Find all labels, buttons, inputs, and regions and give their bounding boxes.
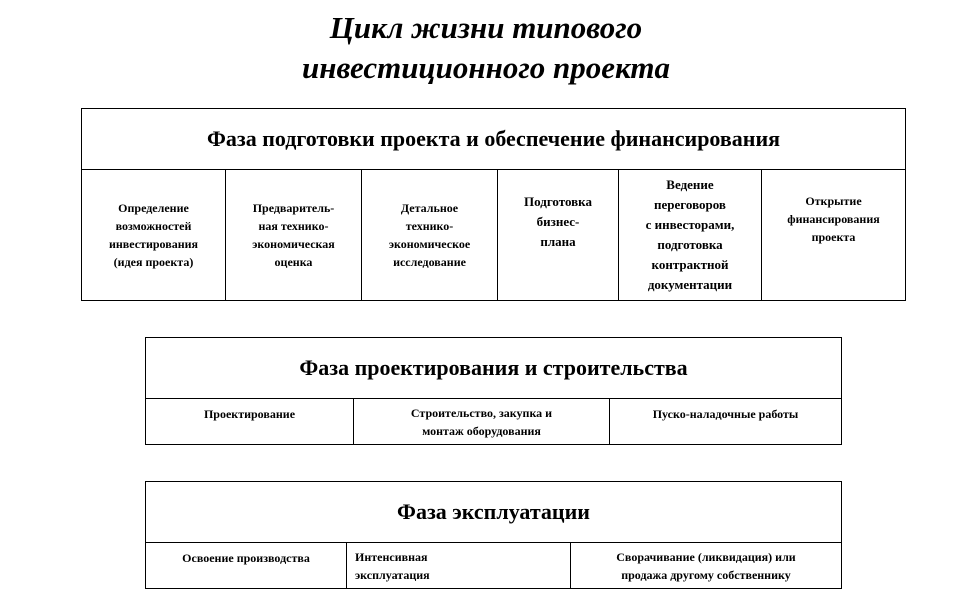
step-opportunity-identification: Определение возможностей инвестирования (идея проекта) xyxy=(82,170,226,300)
step-financing-opening: Открытие финансирования проекта xyxy=(787,194,880,244)
title-line-1: Цикл жизни типового xyxy=(329,10,643,45)
step-construction-procurement: Строительство, закупка и монтаж оборудования xyxy=(354,399,610,444)
step-commissioning: Пуско-наладочные работы xyxy=(652,407,799,421)
phase-operation xyxy=(145,481,842,589)
phase-steps-row xyxy=(146,543,841,588)
phase-heading: Фаза проектирования и строительства xyxy=(146,338,841,399)
step-detailed-study: Детальное технико- экономическое исследование xyxy=(362,170,498,300)
step-investor-negotiations: Ведение переговоров с инвесторами, подготовка контрактной документации xyxy=(619,170,762,300)
phase-steps-row xyxy=(82,170,905,300)
phase-design-construction xyxy=(145,337,842,445)
step-liquidation-or-sale: Сворачивание (ликвидация) или продажа другому собственнику xyxy=(616,549,796,582)
step-business-plan: Подготовка бизнес- плана xyxy=(498,170,619,300)
phase-steps-row xyxy=(146,399,841,444)
step-preliminary-assessment: Предваритель- ная технико- экономическая оценка xyxy=(226,170,362,300)
phase-heading: Фаза подготовки проекта и обеспечение финансирования xyxy=(82,109,905,170)
phase-heading: Фаза эксплуатации xyxy=(146,482,841,543)
step-design: Проектирование xyxy=(146,399,354,444)
diagram-title xyxy=(0,8,972,88)
phase-preparation xyxy=(81,108,906,301)
title-line-2: инвестиционного проекта xyxy=(302,50,670,85)
step-production-startup: Освоение производства xyxy=(146,543,347,588)
step-intensive-operation: Интенсивная эксплуатация xyxy=(347,543,571,588)
